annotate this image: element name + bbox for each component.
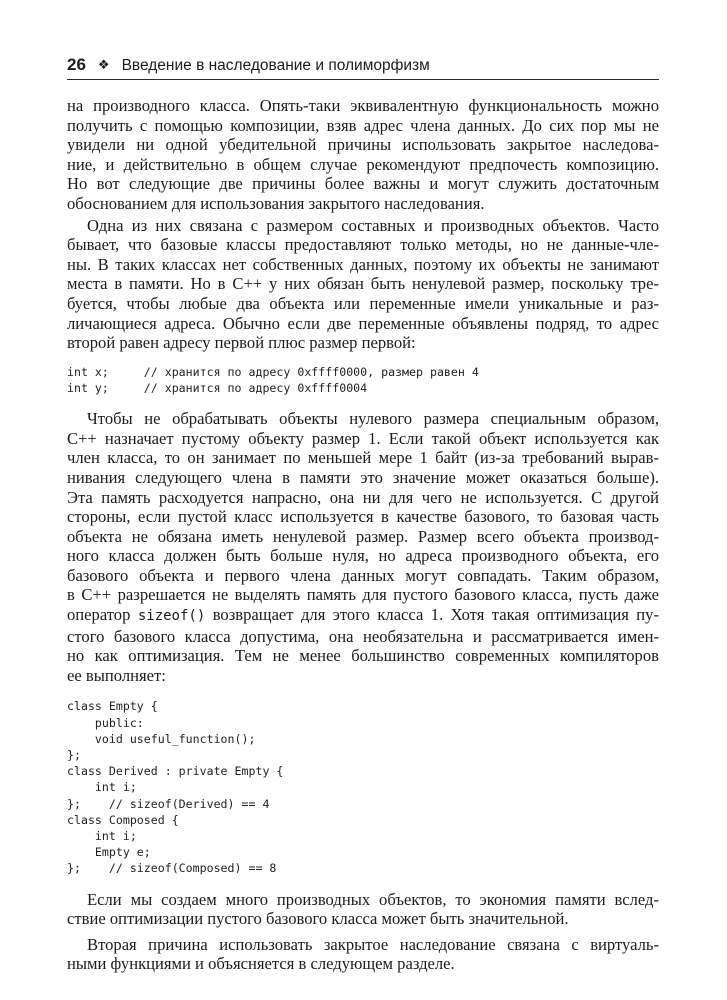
chapter-title: Введение в наследование и полиморфизм — [121, 57, 430, 74]
page-body — [67, 96, 659, 974]
running-header — [67, 50, 659, 80]
text-line: второй равен адресу первой плюс размер первой: — [67, 333, 416, 353]
text-line: на производного класса. Опять-таки эквивалентную функциональность можно — [67, 96, 659, 115]
code-block-classes: class Empty { public: void useful_function(); }; class Derived : private Empty { int i; }; // sizeof(Derived) == 4 class Composed { int i; Empty e; }; // sizeof(Composed) == 8 — [67, 699, 284, 876]
paragraph-memory-savings — [67, 890, 659, 929]
text-line: базового объекта и первого члена данных могут совпадать. Таким образом, — [67, 565, 659, 585]
text-line: личающиеся адреса. Обычно если две переменные объявлены подряд, то адрес — [67, 313, 659, 333]
text-line: ного класса должен быть больше нуля, но адреса производного объекта, его — [67, 546, 659, 566]
text-line: нивания следующего члена в памяти это значение может оказаться больше). — [67, 467, 659, 487]
page-number: 26 — [67, 55, 86, 74]
paragraph-second-reason — [67, 935, 659, 974]
text-line: Вторая причина использовать закрытое наследование связана с виртуаль- — [87, 934, 659, 954]
paragraph-continued — [67, 96, 659, 214]
text-line: стого базового класса допустима, она необязательна и рассматривается имен- — [67, 626, 659, 646]
paragraph-object-size — [67, 216, 659, 353]
inline-code-sizeof: sizeof() — [137, 608, 206, 625]
text-line: ствие оптимизации пустого базового класса может быть значительной. — [67, 909, 569, 929]
text-line: увидели ни одной убедительной причины использовать закрытое наследова- — [67, 135, 659, 155]
text-line: Эта память расходуется напрасно, она ни для чего не используется. С другой — [67, 487, 659, 507]
text-line: объекта не обязана иметь ненулевой размер. Размер всего объекта производ- — [67, 526, 659, 546]
text-line: Чтобы не обрабатывать объекты нулевого размера специальным образом, — [87, 409, 659, 429]
text-line: обоснованием для использования закрытого наследования. — [67, 193, 485, 213]
text-line: член класса, то он занимает по меньшей мере 1 байт (из-за требований вырав- — [67, 448, 659, 468]
text-line: ными функциями и объясняется в следующем разделе. — [67, 954, 455, 974]
text-line: стороны, если пустой класс используется в качестве базового, то базовая часть — [67, 507, 659, 527]
text-line: Но вот следующие две причины более важны и могут служить достаточным — [67, 174, 659, 194]
paragraph-empty-object — [67, 409, 659, 685]
text-line: в C++ разрешается не выделять память для пустого базового класса, пусть даже — [67, 585, 659, 605]
text-line-sizeof — [67, 605, 659, 627]
text-line: места в памяти. Но в C++ у них обязан быть ненулевой размер, поскольку тре- — [67, 274, 659, 294]
text-line: получить с помощью композиции, взяв адрес члена данных. До сих пор мы не — [67, 115, 659, 135]
code-block-variables: int x; // хранится по адресу 0xffff0000, размер равен 4 int y; // хранится по адресу 0xffff0004 — [67, 364, 479, 395]
text-fragment: оператор — [67, 605, 138, 625]
text-line: бывает, что базовые классы предоставляют только методы, но не данные-чле- — [67, 235, 659, 255]
text-line: но как оптимизация. Тем не менее большинство современных компиляторов — [67, 646, 659, 666]
text-fragment: возвращает для этого класса 1. Хотя такая оптимизация пу- — [205, 605, 659, 625]
text-line: буется, чтобы любые два объекта или переменные имели уникальные и раз- — [67, 293, 659, 313]
ornament-icon: ❖ — [97, 57, 110, 72]
text-line: ее выполняет: — [67, 665, 166, 685]
text-line: Одна из них связана с размером составных и производных объектов. Часто — [87, 215, 659, 235]
text-line: ние, и действительно в общем случае рекомендуют предпочесть композицию. — [67, 154, 659, 174]
text-line: ны. В таких классах нет собственных данных, поэтому их объекты не занимают — [67, 254, 659, 274]
text-line: Если мы создаем много производных объектов, то экономия памяти вслед- — [87, 889, 659, 909]
text-line: C++ назначает пустому объекту размер 1. Если такой объект используется как — [67, 428, 659, 448]
